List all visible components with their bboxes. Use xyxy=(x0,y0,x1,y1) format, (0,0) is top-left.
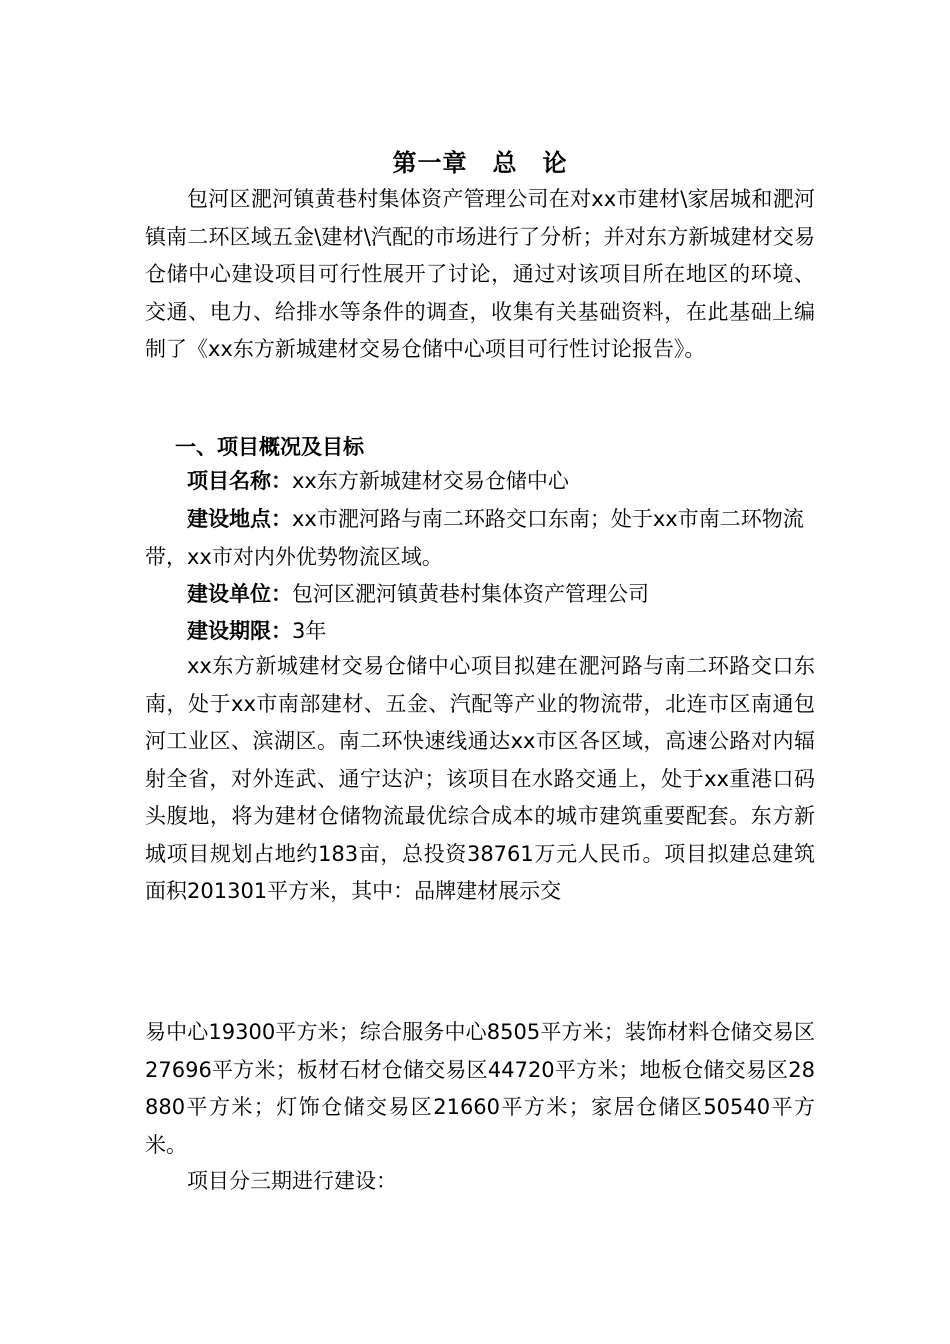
field-label: 建设地点： xyxy=(187,507,292,531)
field-label: 建设期限： xyxy=(187,619,292,643)
field-label: 建设单位： xyxy=(187,582,292,606)
field-value: 3年 xyxy=(292,619,327,643)
field-duration xyxy=(145,613,815,651)
field-value: 包河区淝河镇黄巷村集体资产管理公司 xyxy=(292,582,649,606)
continued-paragraph: 易中心19300平方米；综合服务中心8505平方米；装饰材料仓储交易区27696平方米；板材石材仓储交易区44720平方米；地板仓储交易区28880平方米；灯饰仓储交易区21660平方米；家居仓储区50540平方米。 xyxy=(145,1020,815,1157)
phase-intro: 项目分三期进行建设： xyxy=(187,1169,397,1193)
field-label: 项目名称： xyxy=(187,469,292,493)
field-location xyxy=(145,501,815,576)
field-value: xx市淝河路与南二环路交口东南；处于xx市南二环物流带，xx市对内外优势物流区域。 xyxy=(145,507,804,569)
field-project-name xyxy=(145,463,815,501)
section-heading: 一、项目概况及目标 xyxy=(175,435,364,459)
field-builder xyxy=(145,576,815,614)
chapter-title: 第一章 总 论 xyxy=(392,149,568,177)
intro-paragraph: 包河区淝河镇黄巷村集体资产管理公司在对xx市建材\家居城和淝河镇南二环区域五金\建材\汽配的市场进行了分析；并对东方新城建材交易仓储中心建设项目可行性展开了讨论，通过对该项目所在地区的环境、交通、电力、给排水等条件的调查，收集有关基础资料，在此基础上编制了《xx东方新城建材交易仓储中心项目可行性讨论报告》。 xyxy=(145,187,815,361)
body-paragraph: xx东方新城建材交易仓储中心项目拟建在淝河路与南二环路交口东南，处于xx市南部建材、五金、汽配等产业的物流带，北连市区南通包河工业区、滨湖区。南二环快速线通达xx市区各区域，高速公路对内辐射全省，对外连武、通宁达沪；该项目在水路交通上，处于xx重港口码头腹地，将为建材仓储物流最优综合成本的城市建筑重要配套。东方新城项目规划占地约183亩，总投资38761万元人民币。项目拟建总建筑面积201301平方米，其中：品牌建材展示交 xyxy=(145,654,815,903)
field-value: xx东方新城建材交易仓储中心 xyxy=(292,469,569,493)
